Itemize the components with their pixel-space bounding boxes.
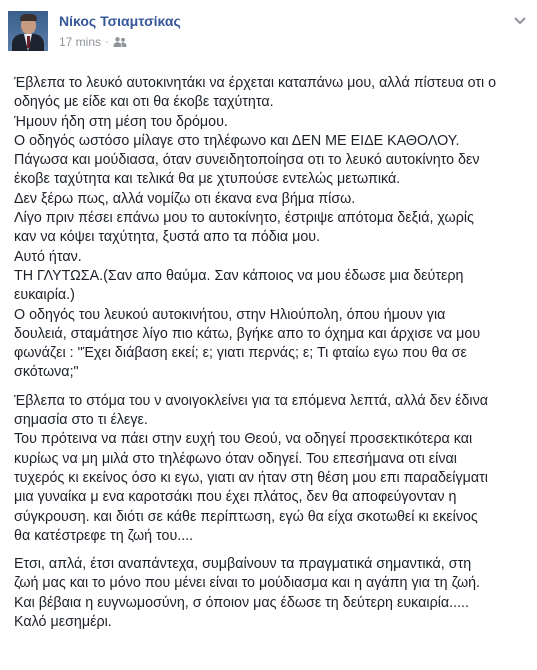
post-text-line: ΤΗ ΓΛΥΤΩΣΑ.(Σαν απο θαύμα. Σαν κάποιος να μου έδωσε μια δεύτερη bbox=[14, 267, 464, 284]
post-text-line: Έβλεπα το λευκό αυτοκινητάκι να έρχεται καταπάνω μου, αλλά πίστευα οτι ο bbox=[14, 75, 497, 91]
post-text-line: έκοβε ταχύτητα και τελικά θα με χτυπούσε εντελώς μετωπικά. bbox=[14, 171, 401, 188]
avatar[interactable] bbox=[8, 11, 48, 51]
post-time[interactable]: 17 mins bbox=[59, 35, 102, 49]
author-name[interactable]: Νίκος Τσιαμτσίκας bbox=[59, 13, 181, 29]
post-text-line: Ετσι, απλά, έτσι αναπάντεχα, συμβαίνουν τα πραγματικά σημαντικά, στη bbox=[14, 556, 472, 573]
post-text-line: δουλειά, σταμάτησε λίγο πιο κάτω, βγήκε απο το όχημα και άρχισε να μου bbox=[14, 325, 481, 342]
post-text-line: Λίγο πριν πέσει επάνω μου το αυτοκίνητο, έστριψε απότομα δεξιά, χωρίς bbox=[14, 210, 474, 227]
post-text-line: Έβλεπα το στόμα του ν ανοιγοκλείνει για τα επόμενα λεπτά, αλλά δεν έδινα bbox=[14, 392, 489, 409]
post-text-line: Αυτό ήταν. bbox=[14, 248, 82, 265]
post-text-line: Ο οδηγός ωστόσο μίλαγε στο τηλέφωνο και ΔΕΝ ΜΕ ΕΙΔΕ ΚΑΘΟΛΟΥ. bbox=[14, 132, 460, 149]
post-paragraph bbox=[14, 555, 530, 632]
post-text-line: Ήμουν ήδη στη μέση του δρόμου. bbox=[14, 113, 228, 130]
post-text-line: ευκαιρία.) bbox=[14, 287, 75, 304]
avatar-tie bbox=[27, 36, 30, 48]
meta-separator: · bbox=[105, 36, 109, 48]
post-text-line: κυρίως να μη μιλά στο τηλέφωνο όταν οδηγεί. Του επεσήμανα οτι είναι bbox=[14, 450, 457, 467]
post-paragraph bbox=[14, 392, 530, 546]
post-meta bbox=[59, 35, 127, 49]
post-text-line: Και βέβαια η ευγνωμοσύνη, σ όποιον μας έδωσε τη δεύτερη ευκαιρία..... bbox=[14, 594, 470, 611]
post-text-line: Ο οδηγός του λευκού αυτοκινήτου, στην Ηλιούπολη, όπου ήμουν για bbox=[14, 306, 446, 323]
post-text-line: Πάγωσα και μούδιασα, όταν συνειδητοποίησα οτι το λευκό αυτοκίνητο δεν bbox=[14, 152, 480, 169]
friends-icon[interactable] bbox=[113, 36, 127, 48]
post-text-line: τυχερός κι εκείνος όσο κι εγω, γιατι αν ήταν στη θέση μου επι παραδείγματι bbox=[14, 469, 488, 486]
post-text-line: θα κατέστρεφε τη ζωή του.... bbox=[14, 527, 194, 544]
avatar-hair bbox=[20, 14, 37, 21]
post-text-line: σκότωνα;" bbox=[14, 364, 79, 381]
chevron-down-icon[interactable] bbox=[512, 12, 528, 28]
post-text-line: Του πρότεινα να πάει στην ευχή του Θεού, να οδηγεί προσεκτικότερα και bbox=[14, 431, 473, 448]
post-text-line: ζωή μας και το μόνο που μένει είναι το μούδιασμα και η αγάπη για τη ζωή. bbox=[14, 575, 481, 592]
post-text-line: σημασία στο τι έλεγε. bbox=[14, 412, 148, 429]
post-text-line: μια γυναίκα μ ενα καροτσάκι που έχει πλάτος, δεν θα αποφεύγονταν η bbox=[14, 489, 457, 506]
post-body bbox=[14, 74, 530, 641]
post-text-line: φωνάζει : "Έχει διάβαση εκεί; ε; γιατι περνάς; ε; Τι φταίω εγω που θα σε bbox=[14, 345, 467, 362]
post-text-line: Καλό μεσημέρι. bbox=[14, 614, 112, 631]
post-text-line: οδηγός με είδε και οτι θα έκοβε ταχύτητα. bbox=[14, 94, 274, 111]
post-text-line: Δεν ξέρω πως, αλλά νομίζω οτι έκανα ενα βήμα πίσω. bbox=[14, 190, 356, 207]
post-text-line: καν να κόψει ταχύτητα, ξυστά απο τα πόδια μου. bbox=[14, 229, 321, 246]
post-text-line: σύγκρουση. και διότι σε κάθε περίπτωση, εγώ θα είχα σκοτωθεί κι εκείνος bbox=[14, 508, 478, 525]
post-paragraph bbox=[14, 74, 530, 383]
